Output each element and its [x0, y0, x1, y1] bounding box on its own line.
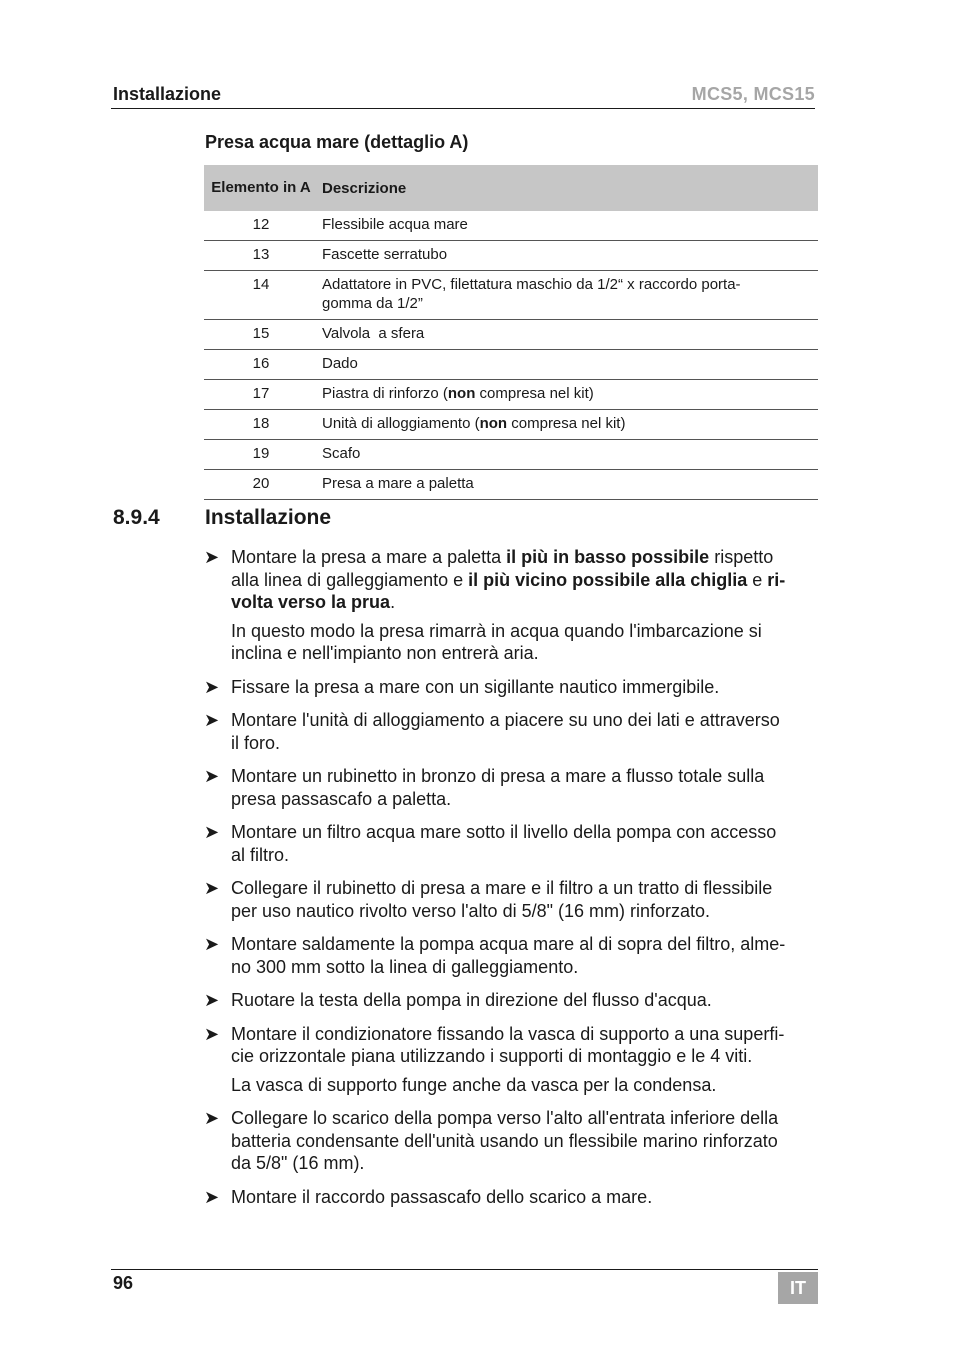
- row-number: 17: [204, 380, 318, 410]
- parts-table: [204, 165, 818, 500]
- step-text: Montare un rubinetto in bronzo di presa a mare a flusso totale sulla: [231, 766, 765, 786]
- row-number: 12: [204, 211, 318, 241]
- arrow-bullet-icon: ➤: [204, 547, 220, 567]
- arrow-bullet-icon: ➤: [204, 710, 220, 730]
- arrow-bullet-icon: ➤: [204, 1186, 220, 1207]
- step-text: Ruotare la testa della pompa in direzione del flusso d'acqua.: [231, 990, 712, 1010]
- list-item: [204, 709, 820, 754]
- row-description: [318, 380, 818, 410]
- step-text: Collegare lo scarico della pompa verso l'alto all'entrata inferiore della: [231, 1108, 779, 1128]
- installation-steps: [204, 546, 820, 1219]
- list-item: [204, 1107, 820, 1175]
- step-text: presa passascafo a paletta.: [231, 788, 452, 809]
- row-description: Presa a mare a paletta: [318, 470, 818, 500]
- row-description: [318, 410, 818, 440]
- column-header-element: Elemento in A: [204, 165, 318, 211]
- step-text: Montare la presa a mare a paletta: [231, 547, 507, 567]
- row-number: 16: [204, 350, 318, 380]
- description-line: gomma da 1/2”: [322, 295, 423, 312]
- arrow-bullet-icon: ➤: [204, 990, 220, 1010]
- step-text: batteria condensante dell'unità usando un flessibile marino rinforzato: [231, 1130, 778, 1151]
- step-note: La vasca di supporto funge anche da vasca per la condensa.: [231, 1074, 717, 1095]
- table-row: [204, 211, 818, 241]
- table-row: [204, 271, 818, 320]
- row-number: 20: [204, 470, 318, 500]
- step-text: al filtro.: [231, 844, 290, 865]
- list-item: [204, 1186, 820, 1209]
- step-text: cie orizzontale piana utilizzando i supporti di montaggio e le 4 viti.: [231, 1046, 753, 1066]
- row-number: 15: [204, 320, 318, 350]
- description-emphasis: non: [479, 415, 508, 432]
- step-text: Montare l'unità di alloggiamento a piacere su uno dei lati e attraverso: [231, 710, 780, 730]
- step-text: .: [390, 592, 396, 612]
- description-text: compresa nel kit): [507, 415, 626, 432]
- arrow-bullet-icon: ➤: [204, 1023, 220, 1044]
- row-description: Valvola a sfera: [318, 320, 818, 350]
- section-heading: [113, 506, 331, 530]
- step-text: Collegare il rubinetto di presa a mare e il filtro a un tratto di flessibile: [231, 878, 773, 898]
- page-footer: [111, 1269, 818, 1298]
- row-number: 14: [204, 271, 318, 320]
- table-row: [204, 241, 818, 271]
- row-number: 18: [204, 410, 318, 440]
- step-emphasis: ri-: [767, 569, 786, 590]
- step-text: Montare il raccordo passascafo dello scarico a mare.: [231, 1186, 653, 1207]
- table-header-row: [204, 165, 818, 211]
- step-text: Montare un filtro acqua mare sotto il livello della pompa con accesso: [231, 822, 777, 842]
- header-model: MCS5, MCS15: [691, 84, 815, 104]
- arrow-bullet-icon: ➤: [204, 878, 220, 898]
- language-badge: IT: [778, 1272, 818, 1304]
- table-row: [204, 470, 818, 500]
- step-text: da 5/8" (16 mm).: [231, 1153, 365, 1173]
- step-text: per uso nautico rivolto verso l'alto di 5/8" (16 mm) rinforzato.: [231, 900, 711, 921]
- list-item: [204, 933, 820, 978]
- step-emphasis: il più vicino possibile alla chiglia: [468, 569, 748, 590]
- step-text: rispetto: [709, 547, 774, 567]
- table-title: Presa acqua mare (dettaglio A): [205, 132, 469, 152]
- page-header: [111, 84, 815, 109]
- arrow-bullet-icon: ➤: [204, 766, 220, 786]
- step-text: Fissare la presa a mare con un sigillante nautico immergibile.: [231, 676, 720, 697]
- row-number: 19: [204, 440, 318, 470]
- step-emphasis: il più in basso possibile: [506, 547, 710, 567]
- row-description: Flessibile acqua mare: [318, 211, 818, 241]
- arrow-bullet-icon: ➤: [204, 822, 220, 842]
- list-item: [204, 989, 820, 1012]
- step-emphasis: volta verso la prua: [231, 592, 391, 612]
- row-number: 13: [204, 241, 318, 271]
- column-header-description: Descrizione: [318, 165, 818, 211]
- note-line: In questo modo la presa rimarrà in acqua quando l'imbarcazione si: [231, 620, 762, 641]
- description-text: Piastra di rinforzo (: [322, 385, 448, 402]
- step-text: Montare il condizionatore fissando la vasca di supporto a una superfi-: [231, 1023, 785, 1044]
- list-item: [204, 546, 820, 665]
- row-description: Fascette serratubo: [318, 241, 818, 271]
- row-description: [318, 271, 818, 320]
- table-row: [204, 410, 818, 440]
- step-text: no 300 mm sotto la linea di galleggiamento.: [231, 956, 579, 977]
- arrow-bullet-icon: ➤: [204, 1108, 220, 1128]
- description-text: compresa nel kit): [475, 385, 594, 402]
- header-section-title: Installazione: [113, 84, 222, 104]
- step-text: e: [747, 569, 768, 590]
- arrow-bullet-icon: ➤: [204, 934, 220, 954]
- description-text: Unità di alloggiamento (: [322, 415, 480, 432]
- section-title: Installazione: [205, 506, 332, 529]
- page-number: 96: [113, 1273, 134, 1293]
- description-line: Adattatore in PVC, filettatura maschio da 1/2“ x raccordo porta-: [322, 276, 741, 293]
- table-row: [204, 440, 818, 470]
- list-item: [204, 765, 820, 810]
- table-row: [204, 320, 818, 350]
- arrow-bullet-icon: ➤: [204, 676, 220, 697]
- step-note: [231, 620, 820, 665]
- note-line: inclina e nell'impianto non entrerà aria.: [231, 643, 539, 663]
- row-description: Scafo: [318, 440, 818, 470]
- list-item: [204, 821, 820, 866]
- list-item: [204, 676, 820, 699]
- list-item: [204, 1023, 820, 1097]
- list-item: [204, 877, 820, 922]
- step-text: il foro.: [231, 732, 281, 753]
- row-description: Dado: [318, 350, 818, 380]
- step-text: Montare saldamente la pompa acqua mare al di sopra del filtro, almе-: [231, 934, 786, 954]
- table-row: [204, 380, 818, 410]
- description-emphasis: non: [447, 385, 476, 402]
- section-number: 8.9.4: [113, 506, 160, 529]
- step-text: alla linea di galleggiamento e: [231, 569, 469, 590]
- table-row: [204, 350, 818, 380]
